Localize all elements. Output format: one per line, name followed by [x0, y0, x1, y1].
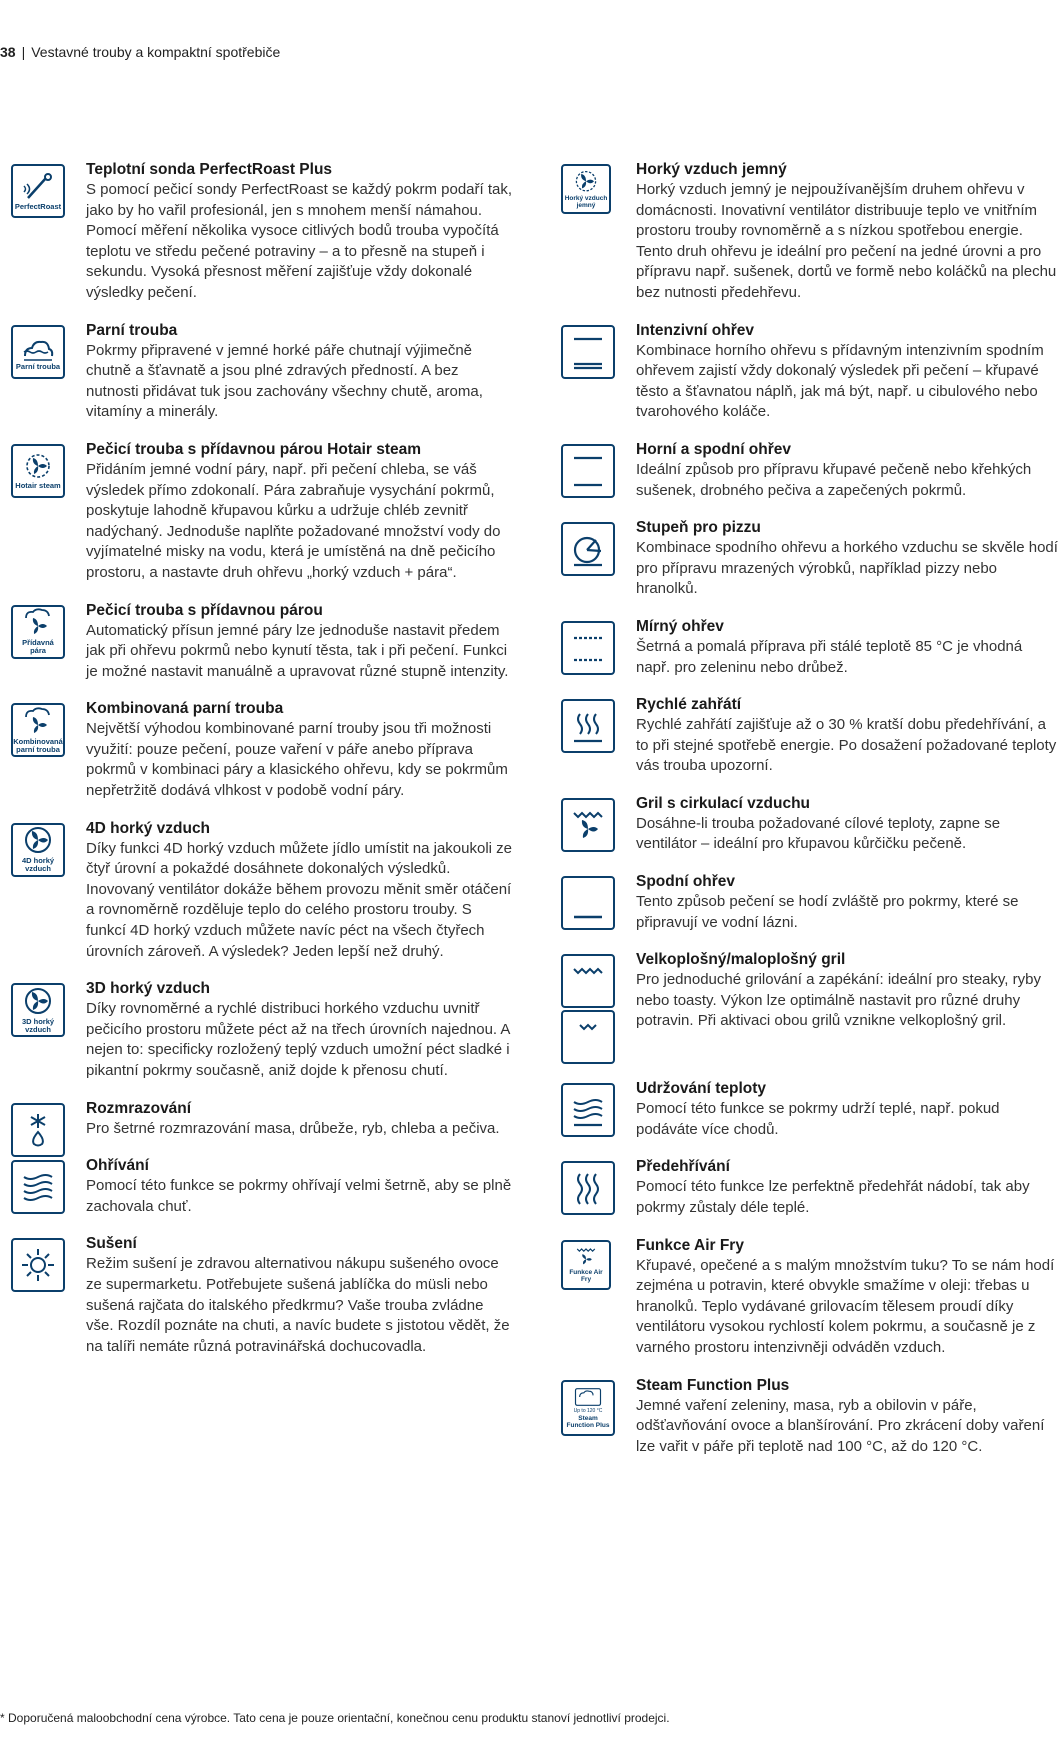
feature-title: Sušení [86, 1235, 137, 1253]
feature-title: Intenzivní ohřev [636, 321, 754, 339]
feature-title: Rychlé zahřátí [636, 696, 742, 714]
feature-top-bottom-heat [558, 440, 1058, 501]
feature-steam-oven [8, 321, 513, 423]
feature-warming [8, 1156, 513, 1217]
defrost-icon [11, 1103, 65, 1157]
feature-steam-function-plus [558, 1376, 1058, 1458]
feature-text: Režim sušení je zdravou alternativou nákupu sušeného ovoce ze supermarketu. Potřebujete sušená jablíčka do müsli nebo sušená rajčata do italského předkrmu? Vaše trouba zvládne vše. Rozdíl poznáte na chuti, a navíc budete s jistotou vědět, že na talíři nemáte různá potravinářská dochucovadla. [86, 1255, 510, 1355]
feature-perfectroast [8, 160, 513, 304]
drying-icon [11, 1238, 65, 1292]
feature-text: Díky rovnoměrné a rychlé distribuci horkého vzduchu uvnitř pečicího prostoru můžete péct až na třech úrovních najednou. A nejen to: specificky rozložený teplý vzduch umožní péct sladké i pikantní pokrmy současně, aniž dojde k přenosu chutí. [86, 1000, 510, 1079]
steam-function-plus-icon [561, 1380, 615, 1436]
section-title: Vestavné trouby a kompaktní spotřebiče [31, 44, 281, 60]
feature-text: Největší výhodou kombinované parní trouby jsou tři možnosti využití: pouze pečení, pouze vaření v páře anebo příprava pokrmů v kombinaci páry a klasického ohřevu, kdy se pokrmům nepřetržitě dodává vlhkost v podobě vodní páry. [86, 720, 508, 800]
icon-caption: PerfectRoast [14, 201, 62, 211]
footnote: * Doporučená maloobchodní cena výrobce. Tato cena je pouze orientační, konečnou cenu produktu stanoví jednotliví prodejci. [0, 1711, 670, 1725]
feature-title: Funkce Air Fry [636, 1236, 744, 1254]
page-number: 38 [0, 44, 16, 60]
feature-combi-steam [8, 699, 513, 801]
hotair-steam-icon [11, 444, 65, 498]
intensive-heat-icon [561, 325, 615, 379]
feature-text: Tento způsob pečení se hodí zvláště pro pokrmy, které se připravují ve vodní lázni. [636, 893, 1019, 931]
perfectroast-icon [11, 164, 65, 218]
feature-gentle-hot-air [558, 160, 1058, 304]
bottom-heat-icon [561, 876, 615, 930]
grill-circulation-icon [561, 798, 615, 852]
right-column [558, 160, 1058, 1457]
icon-caption: Kombinovaná parní trouba [13, 736, 63, 754]
feature-bottom-heat [558, 872, 1058, 933]
icon-caption: 3D horký vzduch [21, 1016, 55, 1034]
page-header [0, 44, 280, 60]
top-bottom-heat-icon [561, 444, 615, 498]
feature-text: Díky funkci 4D horký vzduch můžete jídlo umístit na jakoukoli ze čtyř úrovní a pokaždé dosáhnete dokonalých výsledků. Inovovaný ventilátor dokáže během provozu měnit směr otáčení a rovnoměrně rozděluje teplo do celého prostoru trouby. S funkcí 4D horký vzduch můžete navíc péct na všech čtyřech úrovních zároveň. A výsledek? Jeden lepší než druhý. [86, 839, 513, 960]
feature-title: Předehřívání [636, 1158, 730, 1176]
grill-small-icon [561, 1010, 615, 1064]
icon-caption: Hotair steam [15, 481, 61, 491]
feature-text: S pomocí pečicí sondy PerfectRoast se každý pokrm podaří tak, jako by ho vařil profesionál, jen s mnohem menší námahou. Pomocí měření několika vysoce citlivých bodů trouba vypočítá teplotu ve středu pečené potraviny – a to přesně na stupeň i sekundu. Vysoká přesnost měření zajišťuje vždy dokonalé výsledky pečení. [86, 181, 513, 301]
feature-text: Pomocí této funkce se pokrmy udrží teplé, např. pokud podáváte více chodů. [636, 1100, 1000, 1138]
air-fry-icon [561, 1240, 611, 1290]
feature-rapid-heat [558, 695, 1058, 777]
feature-air-fry [558, 1236, 1058, 1359]
feature-text: Pomocí této funkce lze perfektně předehřát nádobí, tak aby pokrmy zůstaly déle teplé. [636, 1178, 1030, 1217]
feature-title: Stupeň pro pizzu [636, 519, 761, 537]
feature-text: Kombinace spodního ohřevu a horkého vzduchu se skvěle hodí pro přípravu mrazených výrobků, například pizzy nebo hranolků. [636, 539, 1058, 598]
feature-text: Pomocí této funkce se pokrmy ohřívají velmi šetrně, aby se plně zachovala chuť. [86, 1177, 512, 1215]
feature-title: Velkoplošný/maloplošný gril [636, 951, 846, 969]
steam-oven-icon [11, 325, 65, 379]
icon-caption: 4D horký vzduch [21, 856, 55, 874]
hot-air-3d-icon [11, 983, 65, 1037]
feature-title: 4D horký vzduch [86, 819, 211, 837]
feature-text: Ideální způsob pro přípravu křupavé pečeně nebo křehkých sušenek, drobného pečiva a zapečených pokrmů. [636, 460, 1032, 499]
feature-text: Jemné vaření zeleniny, masa, ryb a obilovin v páře, odšťavňování ovoce a blanšírování. Pro zkrácení doby vaření lze vařit v páře při teplotě nad 100 °C, až do 120 °C. [636, 1396, 1045, 1455]
feature-drying [8, 1234, 513, 1357]
feature-hotair-steam [8, 440, 513, 584]
feature-hot-air-3d [8, 979, 513, 1081]
feature-hot-air-4d [8, 819, 513, 963]
feature-title: 3D horký vzduch [86, 980, 211, 998]
combi-steam-icon [11, 703, 65, 757]
feature-title: Steam Function Plus [636, 1376, 790, 1394]
icon-caption: Přídavná pára [22, 638, 54, 655]
warming-icon [11, 1160, 65, 1214]
grill-large-icon [561, 954, 615, 1008]
feature-title: Gril s cirkulací vzduchu [636, 794, 811, 812]
preheat-dishes-icon [561, 1161, 615, 1215]
feature-grill-circulation [558, 794, 1058, 855]
feature-text: Horký vzduch jemný je nejpoužívanějším druhem ohřevu v domácnosti. Inovativní ventilátor distribuuje teplo ve vnitřním prostoru trouby rovnoměrně a s nízkou spotřebou energie. Tento druh ohřevu je ideální pro pečení na jedné úrovni a pro přípravu např. sušenek, dortů ve formě nebo koláčků na plechu bez nutnosti předehřevu. [636, 181, 1057, 301]
feature-title: Spodní ohřev [636, 873, 736, 891]
header-separator: | [21, 44, 26, 60]
feature-added-steam [8, 601, 513, 683]
feature-pizza [558, 518, 1058, 600]
pizza-icon [561, 522, 615, 576]
feature-mild-heat [558, 617, 1058, 678]
feature-title: Teplotní sonda PerfectRoast Plus [86, 161, 333, 178]
feature-title: Ohřívání [86, 1157, 149, 1175]
icon-subcaption: Up to 120 °C [573, 1407, 603, 1414]
icon-caption: Parní trouba [15, 362, 61, 372]
feature-text: Křupavé, opečené a s malým množstvím tuku? To se nám hodí zejména u potravin, které obvykle smažíme v oleji: třebas u hranolků. Teplo vydávané grilovacím tělesem proudí díky ventilátoru vysokou rychlostí kolem pokrmu, a současně je z varného prostoru intenzivněji odváděn vzduch. [636, 1256, 1055, 1356]
feature-text: Automatický přísun jemné páry lze jednoduše nastavit předem jak při ohřevu pokrmů nebo kynutí těsta, tak i při pečení. Funkci je možné nastavit manuálně a upravovat různé stupně intenzity. [86, 621, 509, 680]
feature-title: Pečicí trouba s přídavnou párou [86, 601, 323, 619]
added-steam-icon [11, 605, 65, 659]
feature-text: Pokrmy připravené v jemné horké páře chutnají výjimečně chutně a šťavnatě a jsou plné zdravých předností. A bez nutnosti přidávat tuk jsou zachovány všechny chutě, aroma, vitamíny a minerály. [86, 341, 483, 421]
feature-text: Dosáhne-li trouba požadované cílové teploty, zapne se ventilátor – ideální pro křupavou kůrčičku pečeně. [636, 814, 1001, 853]
feature-title: Mírný ohřev [636, 617, 724, 635]
feature-preheat-dishes [558, 1157, 1058, 1218]
feature-keep-warm [558, 1079, 1058, 1140]
left-column [8, 160, 513, 1357]
feature-text: Šetrná a pomalá příprava při stálé teplotě 85 °C je vhodná např. pro zeleninu nebo drůbež. [636, 637, 1023, 676]
feature-title: Udržování teploty [636, 1080, 767, 1098]
feature-title: Parní trouba [86, 321, 178, 339]
gentle-hot-air-icon [561, 164, 611, 214]
feature-intensive-heat [558, 321, 1058, 423]
feature-text: Kombinace horního ohřevu s přídavným intenzivním spodním ohřevem zajistí vždy dokonalý výsledek při pečení – křupavé těsto a šťavnatou náplň, jak má být, např. u cibulového nebo tvarohového koláče. [636, 341, 1044, 421]
feature-text: Pro jednoduché grilování a zapékání: ideální pro steaky, ryby nebo toasty. Výkon lze optimálně nastavit pro různé druhy potravin. Při aktivaci obou grilů vznikne velkoplošný gril. [636, 971, 1041, 1030]
feature-title: Rozmrazování [86, 1099, 192, 1117]
icon-caption: Steam Function Plus [566, 1414, 610, 1429]
feature-title: Horký vzduch jemný [636, 161, 787, 178]
feature-text: Pro šetrné rozmrazování masa, drůbeže, ryb, chleba a pečiva. [86, 1119, 500, 1137]
feature-title: Kombinovaná parní trouba [86, 700, 284, 718]
feature-title: Horní a spodní ohřev [636, 440, 792, 458]
icon-caption: Horký vzduch jemný [564, 194, 608, 209]
feature-defrost [8, 1099, 513, 1140]
feature-title: Pečicí trouba s přídavnou párou Hotair steam [86, 440, 422, 458]
mild-heat-icon [561, 621, 615, 675]
hot-air-4d-icon [11, 823, 65, 877]
rapid-heat-icon [561, 699, 615, 753]
icon-caption: Funkce Air Fry [569, 1269, 603, 1284]
feature-grill-large-small [558, 950, 1058, 1062]
feature-text: Přidáním jemné vodní páry, např. při pečení chleba, se váš výsledek přímo zdokonalí. Pára zabraňuje vysychání pokrmů, poskytuje lahodně křupavou kůrku a udržuje chléb zevnitř nadýchaný. Jednoduše naplňte požadované množství vody do vyjímatelné misky na vodu, která je umístěná na dně pečicího prostoru, a nastavte druh ohřevu „horký vzduch + pára“. [86, 460, 501, 581]
keep-warm-icon [561, 1083, 615, 1137]
feature-text: Rychlé zahřátí zajišťuje až o 30 % kratší dobu předehřívání, a to při stejné spotřebě energie. Po dosažení požadované teploty vás trouba upozorní. [636, 716, 1057, 775]
